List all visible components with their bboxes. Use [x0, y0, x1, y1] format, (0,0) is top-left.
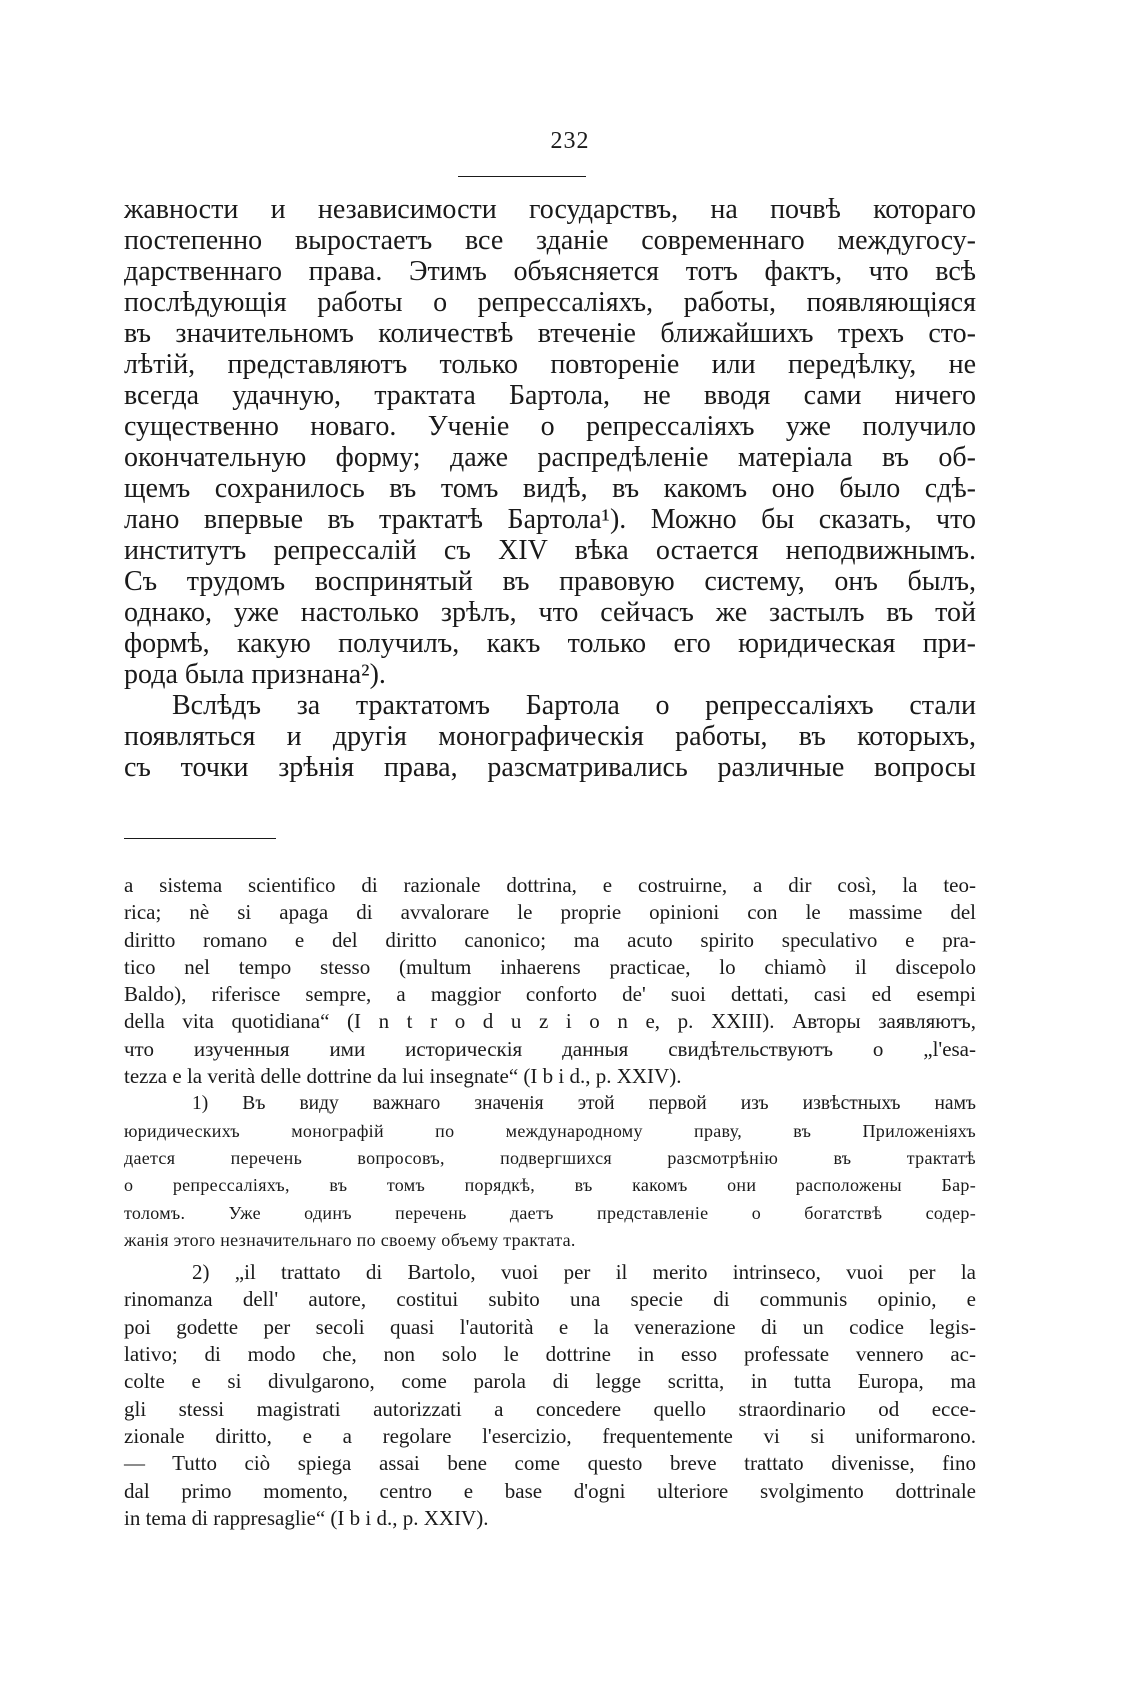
main-line: Вслѣдъ за трактатомъ Бартола о репрессаліяхъ стали	[172, 690, 976, 721]
main-text	[124, 194, 976, 783]
footnotes	[124, 872, 976, 1532]
footnote-2-line: lativo; di modo che, non solo le dottrine in esso professate vennero ac-	[124, 1342, 976, 1367]
footnote-2-line: zionale diritto, e a regolare l'esercizio, frequentemente vi si uniformarono.	[124, 1423, 976, 1448]
footnote-2-line: poi godette per secoli quasi l'autorità e la venerazione di un codice legis-	[124, 1314, 976, 1339]
main-line: существенно новаго. Ученіе о репрессаліяхъ уже получило	[124, 411, 976, 442]
main-line: въ значительномъ количествѣ втеченіе ближайшихъ трехъ сто-	[124, 318, 976, 349]
footnote-line: tezza e la verità delle dottrine da lui insegnate“ (I b i d., p. XXIV).	[124, 1064, 682, 1089]
main-line: институтъ репрессалій съ XIV вѣка остается неподвижнымъ.	[124, 535, 976, 566]
footnote-separator	[124, 838, 276, 839]
main-line: однако, уже настолько зрѣлъ, что сейчасъ же застылъ въ той	[124, 597, 976, 628]
footnote-line: tico nel tempo stesso (multum inhaerens practicae, lo chiamò il discepolo	[124, 954, 976, 979]
footnote-1-line: 1) Въ виду важнаго значенія этой первой изъ извѣстныхъ намъ	[192, 1093, 976, 1115]
footnote-line: rica; nè si apaga di avvalorare le proprie opinioni con le massime del	[124, 900, 976, 925]
main-line: рода была признана²).	[124, 659, 386, 690]
page-number: 232	[550, 128, 590, 154]
footnote-2-line: colte e si divulgarono, come parola di legge scritta, in tutta Europa, ma	[124, 1369, 976, 1394]
page-number-rule	[458, 176, 586, 177]
footnote-2-line: dal primo momento, centro e base d'ogni ulteriore svolgimento dottrinale	[124, 1478, 976, 1503]
footnote-2-line: — Tutto ciò spiega assai bene come questo breve trattato divenisse, fino	[124, 1451, 976, 1476]
main-line: жавности и независимости государствъ, на почвѣ котораго	[124, 194, 976, 225]
main-line: лѣтій, представляютъ только повтореніе или передѣлку, не	[124, 349, 976, 380]
main-line: щемъ сохранилось въ томъ видѣ, въ какомъ оно было сдѣ-	[124, 473, 976, 504]
main-line: постепенно выростаетъ все зданіе современнаго междугосу-	[124, 225, 976, 256]
main-line: Съ трудомъ воспринятый въ правовую систему, онъ былъ,	[124, 566, 976, 597]
footnote-2-line: rinomanza dell' autore, costitui subito una specie di communis opinio, e	[124, 1287, 976, 1312]
main-line: лано впервые въ трактатѣ Бартола¹). Можно бы сказать, что	[124, 504, 976, 535]
footnote-1-line: юридическихъ монографій по международному праву, въ Приложеніяхъ	[124, 1120, 976, 1141]
footnote-line: a sistema scientifico di razionale dottrina, e costruirne, a dir così, la teo-	[124, 873, 976, 897]
main-line: окончательную форму; даже распредѣленіе матеріала въ об-	[124, 442, 976, 473]
footnote-2-line: in tema di rappresaglie“ (I b i d., p. XXIV).	[124, 1505, 489, 1530]
footnote-line: della vita quotidiana“ (I n t r o d u z i o n e, p. XXIII). Авторы заявляютъ,	[124, 1009, 976, 1034]
footnote-2-line: gli stessi magistrati autorizzati a concedere quello straordinario od ecce-	[124, 1396, 976, 1421]
footnote-2-line: 2) „il trattato di Bartolo, vuoi per il merito intrinseco, vuoi per la	[192, 1260, 976, 1285]
main-line: формѣ, какую получилъ, какъ только его юридическая при-	[124, 628, 976, 659]
main-line: появляться и другія монографическія работы, въ которыхъ,	[124, 721, 976, 752]
footnote-1-line: жанія этого незначительнаго по своему объему трактата.	[124, 1229, 576, 1250]
footnote-1-line: о репрессаліяхъ, въ томъ порядкѣ, въ какомъ они расположены Бар-	[124, 1175, 976, 1196]
main-line: дарственнаго права. Этимъ объясняется тотъ фактъ, что всѣ	[124, 256, 976, 287]
footnote-1-line: дается перечень вопросовъ, подвергшихся разсмотрѣнію въ трактатѣ	[124, 1147, 976, 1168]
footnote-line: Baldo), riferisce sempre, a maggior conforto de' suoi dettati, casi ed esempi	[124, 982, 976, 1007]
footnote-line: diritto romano e del diritto canonico; ma acuto spirito speculativo e pra-	[124, 927, 976, 952]
main-line: съ точки зрѣнія права, разсматривались различные вопросы	[124, 752, 976, 783]
main-line: всегда удачную, трактата Бартола, не вводя сами ничего	[124, 380, 976, 411]
footnote-line: что изученныя ими историческія данныя свидѣтельствуютъ о „l'esa-	[124, 1036, 976, 1061]
footnote-1-line: толомъ. Уже одинъ перечень даетъ представленіе о богатствѣ содер-	[124, 1202, 976, 1223]
main-line: послѣдующія работы о репрессаліяхъ, работы, появляющіяся	[124, 287, 976, 318]
